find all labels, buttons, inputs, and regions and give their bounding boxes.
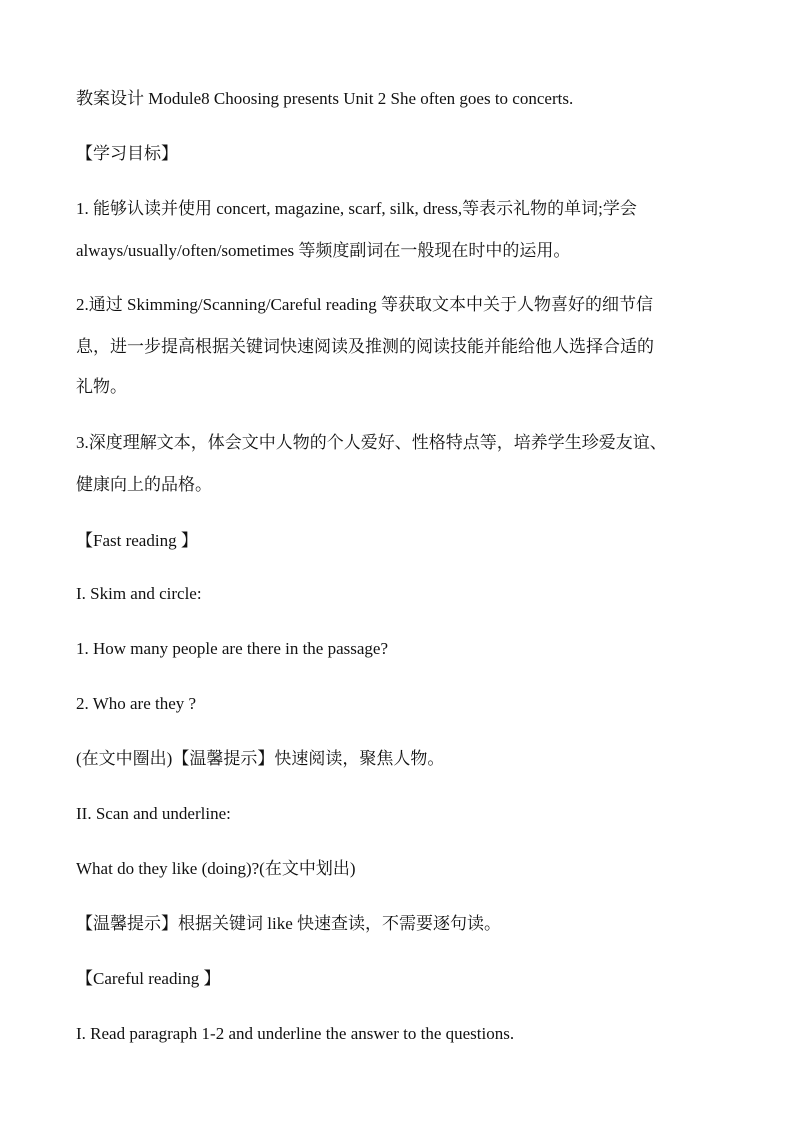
read-instruction: I. Read paragraph 1-2 and underline the answer to the questions. bbox=[76, 1024, 515, 1043]
careful-reading-heading: 【Careful reading 】 bbox=[76, 969, 221, 988]
objective-3-line-2: 健康向上的品格。 bbox=[76, 475, 212, 494]
question-1: 1. How many people are there in the passage? bbox=[76, 639, 389, 658]
objectives-heading: 【学习目标】 bbox=[76, 144, 178, 163]
scan-question: What do they like (doing)?(在文中划出) bbox=[76, 859, 356, 878]
objective-2-line-1: 2.通过 Skimming/Scanning/Careful reading 等获取文本中关于人物喜好的细节信 bbox=[76, 295, 654, 314]
scan-heading: II. Scan and underline: bbox=[76, 804, 231, 823]
objective-1-line-1: 1. 能够认读并使用 concert, magazine, scarf, silk, dress,等表示礼物的单词;学会 bbox=[76, 199, 637, 218]
tip-1: (在文中圈出)【温馨提示】快速阅读，聚焦人物。 bbox=[76, 749, 445, 768]
objective-3-line-1: 3.深度理解文本，体会文中人物的个人爱好、性格特点等，培养学生珍爱友谊、 bbox=[76, 433, 667, 452]
tip-2: 【温馨提示】根据关键词 like 快速查读，不需要逐句读。 bbox=[76, 914, 501, 933]
question-2: 2. Who are they ? bbox=[76, 694, 197, 713]
skim-heading: I. Skim and circle: bbox=[76, 584, 202, 603]
objective-2-line-2: 息，进一步提高根据关键词快速阅读及推测的阅读技能并能给他人选择合适的 bbox=[76, 337, 654, 356]
fast-reading-heading: 【Fast reading 】 bbox=[76, 531, 198, 550]
objective-2-line-3: 礼物。 bbox=[76, 377, 127, 396]
objective-1-line-2: always/usually/often/sometimes 等频度副词在一般现在时中的运用。 bbox=[76, 241, 571, 260]
document-title: 教案设计 Module8 Choosing presents Unit 2 She often goes to concerts. bbox=[76, 89, 574, 108]
